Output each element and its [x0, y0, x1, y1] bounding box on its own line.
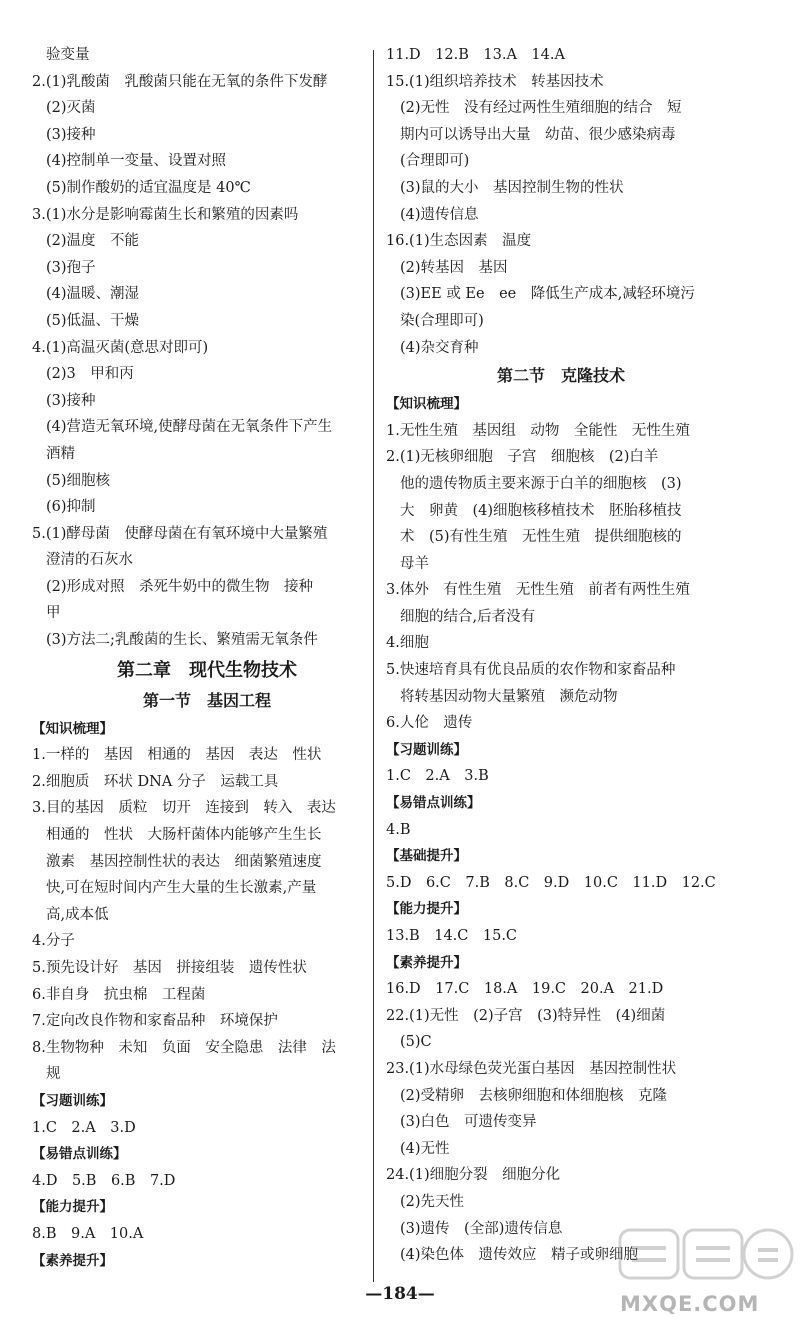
answer-line: (2)无性 没有经过两性生殖细胞的结合 短 [400, 100, 682, 117]
answer-line: (3)遗传 (全部)遗传信息 [400, 1220, 563, 1237]
answer-line: 13.B 14.C 15.C [386, 928, 518, 944]
answer-line: (3)EE 或 Ee ee 降低生产成本,减轻环境污 [400, 286, 695, 303]
section-heading: 第一节 基因工程 [142, 690, 271, 710]
answer-line: 1.C 2.A 3.D [32, 1119, 136, 1136]
subsection-label: 【易错点训练】 [32, 1146, 127, 1163]
answer-line: (5)低温、干燥 [46, 312, 140, 329]
answer-line: (3)方法二;乳酸菌的生长、繁殖需无氧条件 [46, 632, 318, 649]
answer-line: 快,可在短时间内产生大量的生长激素,产量 [46, 880, 317, 897]
answer-line: 16.(1)生态因素 温度 [386, 233, 532, 250]
answer-line: 期内可以诱导出大量 幼苗、很少感染病毒 [400, 126, 676, 143]
answer-line: 2.细胞质 环状 DNA 分子 运载工具 [32, 773, 279, 790]
answer-line: 将转基因动物大量繁殖 濒危动物 [400, 688, 618, 705]
answer-line: 4.细胞 [386, 635, 429, 652]
answer-line: (4)温暖、潮湿 [46, 286, 140, 303]
left-column [32, 42, 382, 1274]
answer-line: 他的遗传物质主要来源于白羊的细胞核 (3) [400, 475, 682, 492]
answer-line: (5)C [400, 1034, 432, 1051]
answer-line: (3)接种 [46, 392, 96, 409]
answer-line: 染(合理即可) [400, 312, 484, 329]
answer-line: 15.(1)组织培养技术 转基因技术 [386, 73, 604, 90]
subsection-label: 【素养提升】 [32, 1252, 113, 1269]
answer-line: 7.定向改良作物和家畜品种 环境保护 [32, 1013, 278, 1030]
chapter-heading: 第二章 现代生物技术 [117, 659, 297, 681]
answer-line: (4)营造无氧环境,使酵母菌在无氧条件下产生 [46, 419, 333, 436]
answer-line: 5.D 6.C 7.B 8.C 9.D 10.C 11.D 12.C [386, 874, 716, 891]
answer-line: 术 (5)有性生殖 无性生殖 提供细胞核的 [400, 529, 682, 546]
answer-line: 1.C 2.A 3.B [386, 768, 489, 785]
answer-line: 24.(1)细胞分裂 细胞分化 [386, 1167, 561, 1184]
answer-line: 5.(1)酵母菌 使酵母菌在有氧环境中大量繁殖 [32, 525, 328, 542]
answer-line: (4)无性 [400, 1140, 450, 1157]
answer-line: 16.D 17.C 18.A 19.C 20.A 21.D [386, 981, 664, 998]
answer-line: 大 卵黄 (4)细胞核移植技术 胚胎移植技 [400, 502, 682, 519]
subsection-label: 【基础提升】 [386, 848, 467, 865]
answer-line: 细胞的结合,后者没有 [400, 608, 536, 625]
answer-line: 激素 基因控制性状的表达 细菌繁殖速度 [46, 853, 322, 870]
answer-line: 6.人伦 遗传 [386, 715, 473, 732]
answer-line: 8.生物物种 未知 负面 安全隐患 法律 法 [32, 1039, 336, 1056]
subsection-label: 【素养提升】 [386, 954, 467, 971]
subsection-label: 【知识梳理】 [32, 720, 113, 737]
answer-line: (2)灭菌 [46, 100, 96, 117]
subsection-label: 【知识梳理】 [386, 396, 467, 413]
answer-line: (5)细胞核 [46, 472, 111, 489]
page-number: —184— [365, 1284, 435, 1304]
answer-line: 1.无性生殖 基因组 动物 全能性 无性生殖 [386, 422, 690, 439]
section-heading: 第二节 克隆技术 [496, 366, 625, 386]
answer-line: (5)制作酸奶的适宜温度是 40℃ [46, 179, 251, 196]
answer-line: (6)抑制 [46, 499, 96, 516]
answer-line: (2)转基因 基因 [400, 259, 508, 276]
answer-line: 母羊 [400, 555, 429, 572]
answer-line: (2)3 甲和丙 [46, 366, 134, 383]
answer-line: 4.B [386, 821, 411, 838]
answer-line: 3.体外 有性生殖 无性生殖 前者有两性生殖 [386, 582, 690, 599]
answer-line: (3)白色 可遗传变异 [400, 1114, 537, 1131]
subsection-label: 【习题训练】 [386, 741, 467, 758]
answer-line: (3)接种 [46, 126, 96, 143]
answer-line: 1.一样的 基因 相通的 基因 表达 性状 [32, 747, 322, 764]
answer-line: 4.分子 [32, 933, 75, 950]
answer-line: (3)孢子 [46, 259, 96, 276]
answer-line: 验变量 [46, 47, 90, 63]
answer-line: (2)受精卵 去核卵细胞和体细胞核 克隆 [400, 1087, 668, 1104]
answer-line: (2)温度 不能 [46, 233, 140, 250]
answer-line: 23.(1)水母绿色荧光蛋白基因 基因控制性状 [386, 1060, 677, 1077]
answer-line: 3.目的基因 质粒 切开 连接到 转入 表达 [32, 800, 336, 817]
answer-line: 8.B 9.A 10.A [32, 1225, 144, 1242]
answer-line: 2.(1)乳酸菌 乳酸菌只能在无氧的条件下发酵 [32, 73, 328, 90]
answer-line: 相通的 性状 大肠杆菌体内能够产生生长 [46, 827, 322, 844]
answer-line: (合理即可) [400, 153, 470, 170]
answer-line: 规 [46, 1066, 61, 1083]
answer-line: 5.快速培育具有优良品质的农作物和家畜品种 [386, 662, 676, 679]
answer-line: 酒精 [46, 445, 75, 462]
answer-line: 4.(1)高温灭菌(意思对即可) [32, 339, 209, 356]
answer-line: 2.(1)无核卵细胞 子宫 细胞核 (2)白羊 [386, 449, 659, 466]
answer-line: 4.D 5.B 6.B 7.D [32, 1172, 176, 1189]
answer-line: (3)鼠的大小 基因控制生物的性状 [400, 179, 624, 196]
answer-line: (4)染色体 遗传效应 精子或卵细胞 [400, 1247, 639, 1264]
watermark-site: MXQE.COM [620, 1292, 760, 1316]
right-column [386, 42, 736, 1269]
answer-line: 11.D 12.B 13.A 14.A [386, 47, 565, 63]
subsection-label: 【能力提升】 [386, 901, 467, 918]
answer-line: (4)控制单一变量、设置对照 [46, 153, 227, 170]
answer-line: (4)遗传信息 [400, 206, 479, 223]
column-divider [373, 50, 374, 1282]
answer-line: 6.非自身 抗虫棉 工程菌 [32, 986, 206, 1003]
answer-line: 22.(1)无性 (2)子宫 (3)特异性 (4)细菌 [386, 1007, 666, 1024]
answer-line: 澄清的石灰水 [46, 552, 133, 569]
answer-line: 甲 [46, 605, 61, 622]
answer-line: 3.(1)水分是影响霉菌生长和繁殖的因素吗 [32, 206, 299, 223]
answer-line: 5.预先设计好 基因 拼接组装 遗传性状 [32, 960, 307, 976]
subsection-label: 【习题训练】 [32, 1092, 113, 1109]
answer-line: (2)先天性 [400, 1193, 465, 1210]
subsection-label: 【能力提升】 [32, 1199, 113, 1216]
answer-line: 高,成本低 [46, 906, 109, 923]
subsection-label: 【易错点训练】 [386, 795, 481, 812]
answer-line: (4)杂交育种 [400, 339, 479, 356]
answer-line: (2)形成对照 杀死牛奶中的微生物 接种 [46, 578, 314, 595]
